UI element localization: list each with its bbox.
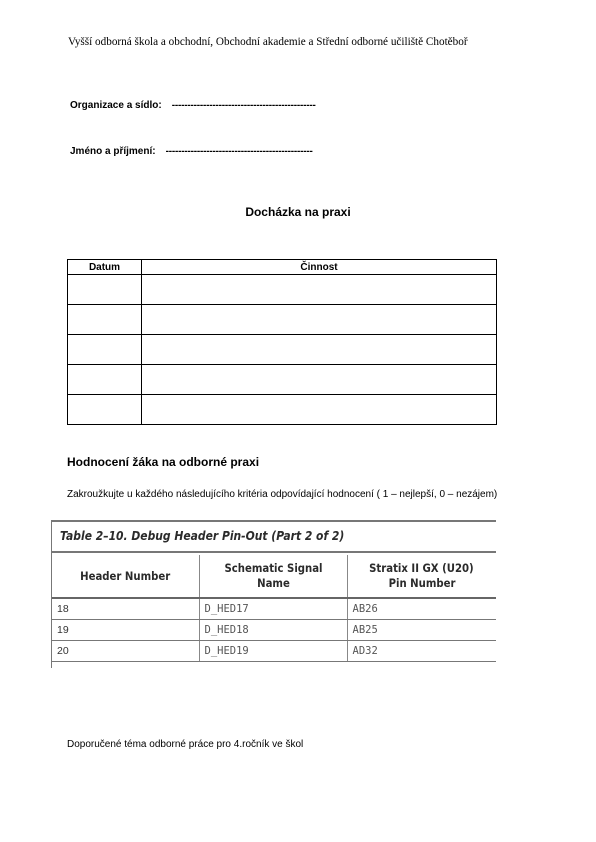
pinout-caption: Table 2–10. Debug Header Pin-Out (Part 2 of 2) [60,528,345,543]
column-header-date: Datum [68,260,142,275]
name-field [70,146,313,157]
school-name: Vyšší odborná škola a obchodní, Obchodní akademie a Střední odborné učiliště Chotěboř [68,36,468,48]
signal-name-cell: D_HED19 [199,641,347,662]
organization-label: Organizace a sídlo: [70,100,162,111]
name-value: ----------------------------------------------- [165,146,313,157]
table-row [68,335,497,365]
column-header-number: Header Number [52,555,199,598]
pinout-header-row [52,555,496,598]
pin-number-cell: AB25 [347,620,496,641]
attendance-header-row [68,260,497,275]
activity-cell[interactable] [142,275,497,305]
table-row [52,641,496,662]
pin-number-cell: AD32 [347,641,496,662]
name-label: Jméno a příjmení: [70,146,156,157]
table-row [68,395,497,425]
attendance-table [67,259,497,425]
pinout-table [52,555,496,662]
recommended-topic: Doporučené téma odborné práce pro 4.ročník ve škol [67,739,304,750]
column-header-pin: Stratix II GX (U20) Pin Number [347,555,496,598]
attendance-title: Docházka na praxi [245,205,351,219]
table-row [68,365,497,395]
column-header-activity: Činnost [142,260,497,275]
organization-field [70,100,316,111]
header-number-cell: 19 [52,620,199,641]
header-number-cell: 18 [52,598,199,620]
date-cell[interactable] [68,305,142,335]
table-row [52,620,496,641]
organization-value: ---------------------------------------------- [171,100,316,111]
pinout-table-image [51,520,496,668]
table-row [68,275,497,305]
signal-name-cell: D_HED18 [199,620,347,641]
caption-divider [52,551,496,553]
activity-cell[interactable] [142,335,497,365]
evaluation-heading: Hodnocení žáka na odborné praxi [67,455,260,469]
activity-cell[interactable] [142,365,497,395]
evaluation-instruction: Zakroužkujte u každého následujícího kritéria odpovídající hodnocení ( 1 – nejlepší, 0 – nezájem) [67,489,498,500]
date-cell[interactable] [68,335,142,365]
table-row [68,305,497,335]
activity-cell[interactable] [142,305,497,335]
pin-number-cell: AB26 [347,598,496,620]
activity-cell[interactable] [142,395,497,425]
date-cell[interactable] [68,365,142,395]
date-cell[interactable] [68,395,142,425]
column-header-signal: Schematic Signal Name [199,555,347,598]
table-row [52,598,496,620]
header-number-cell: 20 [52,641,199,662]
signal-name-cell: D_HED17 [199,598,347,620]
date-cell[interactable] [68,275,142,305]
